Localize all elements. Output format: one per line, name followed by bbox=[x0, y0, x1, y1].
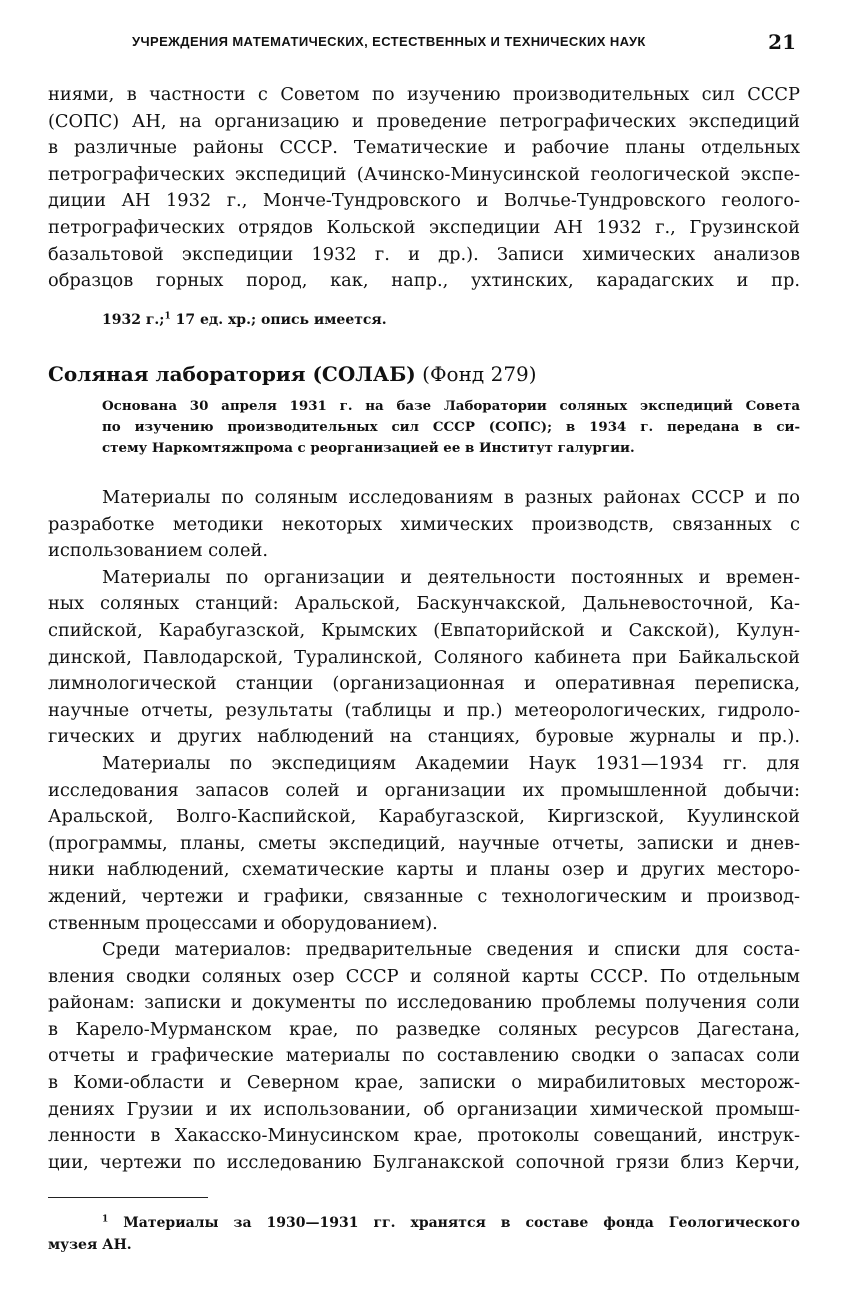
text-line: диции АН 1932 г., Монче-Тундровского и Волчье-Тундровского геолого- bbox=[48, 190, 800, 212]
text-line: динской, Павлодарской, Туралинской, Соляного кабинета при Байкальской bbox=[48, 646, 800, 668]
footnote-line: музея АН. bbox=[48, 1237, 132, 1253]
text-line: базальтовой экспедиции 1932 г. и др.). Записи химических анализов bbox=[48, 243, 800, 265]
text-line: Материалы по экспедициям Академии Наук 1931—1934 гг. для bbox=[102, 752, 800, 774]
text-line: в Карело-Мурманском крае, по разведке соляных ресурсов Дагестана, bbox=[48, 1018, 800, 1040]
fund-number: (Фонд 279) bbox=[422, 362, 537, 386]
text-line: в Коми-области и Северном крае, записки о мирабилитовых месторож- bbox=[48, 1072, 800, 1094]
paragraph bbox=[48, 751, 800, 937]
running-title: УЧРЕЖДЕНИЯ МАТЕМАТИЧЕСКИХ, ЕСТЕСТВЕННЫХ И ТЕХНИЧЕСКИХ НАУК bbox=[132, 34, 646, 49]
paragraph bbox=[48, 937, 800, 1176]
text-line: исследования запасов солей и организации их промышленной добычи: bbox=[48, 779, 800, 801]
storage-info bbox=[102, 312, 387, 328]
text-line: отчеты и графические материалы по составлению сводки о запасах соли bbox=[48, 1045, 800, 1067]
footnote bbox=[48, 1212, 800, 1256]
text-line: спийской, Карабугазской, Крымских (Евпаторийской и Сакской), Кулун- bbox=[48, 619, 800, 641]
text-line: образцов горных пород, как, напр., ухтинских, карадагских и пр. bbox=[48, 270, 800, 292]
continued-paragraph bbox=[48, 82, 800, 295]
text-line: в различные районы СССР. Тематические и рабочие планы отдельных bbox=[48, 137, 800, 159]
founding-note bbox=[102, 396, 800, 458]
running-head bbox=[48, 30, 800, 58]
text-line: ции, чертежи по исследованию Булганакской сопочной грязи близ Керчи, bbox=[48, 1151, 800, 1173]
text-line: (СОПС) АН, на организацию и проведение петрографических экспедиций bbox=[48, 110, 800, 132]
text-line: научные отчеты, результаты (таблицы и пр.) метеорологических, гидроло- bbox=[48, 699, 800, 721]
text-line: Среди материалов: предварительные сведения и списки для соста- bbox=[102, 939, 800, 961]
fund-heading bbox=[48, 362, 537, 386]
text-line: ленности в Хакасско-Минусинском крае, протоколы совещаний, инструк- bbox=[48, 1125, 800, 1147]
text-line: стему Наркомтяжпрома с реорганизацией ее в Институт галургии. bbox=[102, 439, 635, 456]
footnote-ref: 1 bbox=[164, 311, 171, 322]
text-line: ственным процессами и оборудованием). bbox=[48, 912, 438, 934]
paragraph bbox=[48, 565, 800, 751]
text-line: дениях Грузии и их использовании, об организации химической промыш- bbox=[48, 1098, 800, 1120]
text-line: Аральской, Волго-Каспийской, Карабугазской, Киргизской, Куулинской bbox=[48, 806, 800, 828]
paragraph bbox=[48, 485, 800, 565]
text-line: Материалы по организации и деятельности постоянных и времен- bbox=[102, 566, 800, 588]
fund-name: Соляная лаборатория (СОЛАБ) bbox=[48, 362, 416, 386]
text-line: ниями, в частности с Советом по изучению производительных сил СССР bbox=[48, 84, 800, 105]
text-line: петрографических отрядов Кольской экспедиции АН 1932 г., Грузинской bbox=[48, 216, 800, 238]
text-line: ники наблюдений, схематические карты и планы озер и других месторо- bbox=[48, 859, 800, 881]
text-line: использованием солей. bbox=[48, 540, 269, 562]
footnote-divider bbox=[48, 1197, 208, 1198]
storage-units: 17 ед. хр.; опись имеется. bbox=[170, 312, 387, 328]
page-number: 21 bbox=[768, 30, 796, 54]
footnote-text: Материалы за 1930—1931 гг. хранятся в составе фонда Геологического bbox=[108, 1215, 800, 1231]
text-line: по изучению производительных сил СССР (СОПС); в 1934 г. передана в си- bbox=[102, 418, 800, 435]
document-page bbox=[48, 0, 800, 1309]
footnote-marker: 1 bbox=[102, 1214, 109, 1225]
storage-year: 1932 г.; bbox=[102, 312, 165, 328]
text-line: районам: записки и документы по исследованию проблемы получения соли bbox=[48, 992, 800, 1014]
footnote-line bbox=[48, 1212, 800, 1234]
text-line: ждений, чертежи и графики, связанные с технологическим и производ- bbox=[48, 885, 800, 907]
text-line: вления сводки соляных озер СССР и соляной карты СССР. По отдельным bbox=[48, 965, 800, 987]
text-line: разработке методики некоторых химических производств, связанных с bbox=[48, 513, 800, 535]
text-line: ных соляных станций: Аральской, Баскунчакской, Дальневосточной, Ка- bbox=[48, 593, 800, 615]
text-line: Материалы по соляным исследованиям в разных районах СССР и по bbox=[102, 487, 800, 508]
text-line: (программы, планы, сметы экспедиций, научные отчеты, записки и днев- bbox=[48, 832, 800, 854]
text-line: лимнологической станции (организационная и оперативная переписка, bbox=[48, 673, 800, 695]
fund-description bbox=[48, 485, 800, 1176]
text-line: гических и других наблюдений на станциях, буровые журналы и пр.). bbox=[48, 726, 800, 748]
text-line: Основана 30 апреля 1931 г. на базе Лаборатории соляных экспедиций Совета bbox=[102, 398, 800, 414]
text-line: петрографических экспедиций (Ачинско-Минусинской геологической экспе- bbox=[48, 163, 800, 185]
